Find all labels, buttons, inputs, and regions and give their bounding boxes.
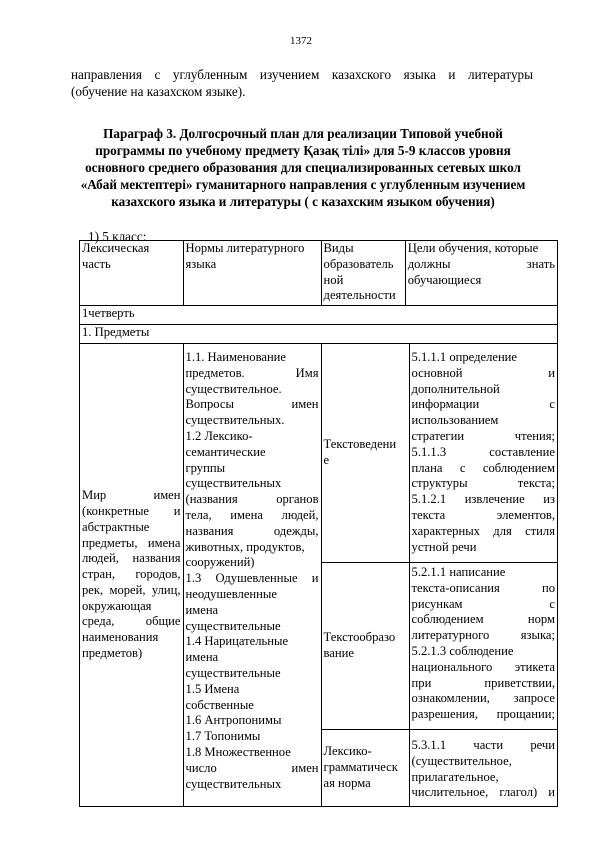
heading-line: Параграф 3. Долгосрочный план для реализации Типовой учебной (103, 126, 503, 141)
heading-line: «Абай мектептері» гуманитарного направления с углубленным изучением (80, 177, 526, 192)
intro-paragraph (71, 66, 533, 100)
section-heading (70, 125, 536, 210)
page-number: 1372 (290, 35, 312, 47)
intro-line: (обучение на казахском языке). (71, 84, 246, 99)
header-learning-goals: Цели обучения, которые должны знать обучающиеся (405, 241, 557, 306)
activity-block-text-study (322, 344, 557, 563)
quarter-row (80, 306, 558, 325)
activity-label: Лексико- грамматическ ая норма (322, 730, 410, 806)
activity-goals-cell (321, 344, 557, 807)
activity-label: Текстообразо вание (322, 563, 410, 729)
section-row (80, 325, 558, 344)
heading-line: основного среднего образования для специализированных сетевых школ (85, 160, 521, 175)
activity-goals: 5.2.1.1 написание текста-описания по рисункам с соблюдением норм литературного языка; 5.2.1.3 соблюдение национального этикета при приветствии, ознакомлении, запросе разрешения, прощании; (411, 565, 555, 722)
activity-block-lexico-grammar (322, 730, 557, 806)
grade-label: 1) 5 класс: (88, 229, 147, 244)
activity-label: Текстоведени е (322, 344, 410, 562)
heading-line: программы по учебному предмету Қазақ тілі» для 5-9 классов уровня (95, 143, 511, 158)
activity-goals: 5.1.1.1 определение основной и дополнительной информации с использованием стратегии чтения; 5.1.1.3 составление плана с соблюдением структуры текста; 5.1.2.1 извлечение из текста элементов, характерных для стиля устной речи (411, 350, 555, 554)
header-activity-types: Виды образователь ной деятельности (321, 241, 405, 306)
table-header-row (80, 241, 558, 306)
plan-table (79, 240, 558, 807)
header-lexical-part: Лексическая часть (80, 241, 184, 306)
heading-line: казахского языка и литературы ( с казахским языком обучения) (111, 194, 495, 209)
quarter-label: 1четверть (80, 306, 558, 325)
intro-line: направления с углубленным изучением казахского языка и литературы (71, 67, 533, 82)
header-language-norms: Нормы литературного языка (183, 241, 321, 306)
activity-block-text-creation (322, 563, 557, 730)
activity-goals: 5.3.1.1 части речи (существительное, прилагательное, числительное, глагол) и (411, 738, 555, 800)
lexical-part-cell: Мир имен (конкретные и абстрактные предметы, имена людей, названия стран, городов, рек, морей, улиц, окружающая среда, общие наименования предметов) (80, 344, 184, 807)
content-row (80, 344, 558, 807)
section-label: 1. Предметы (80, 325, 558, 344)
norms-cell: 1.1. Наименование предметов. Имя существительное. Вопросы имен существительных. 1.2 Лексико- семантические группы существительных (названия органов тела, имена людей, названия одежды, животных, продуктов, сооружений) 1.3 Одушевленные и неодушевленные имена существительные 1.4 Нарицательные имена существительные 1.5 Имена собственные 1.6 Антропонимы 1.7 Топонимы 1.8 Множественное число имен существительных (183, 344, 321, 807)
